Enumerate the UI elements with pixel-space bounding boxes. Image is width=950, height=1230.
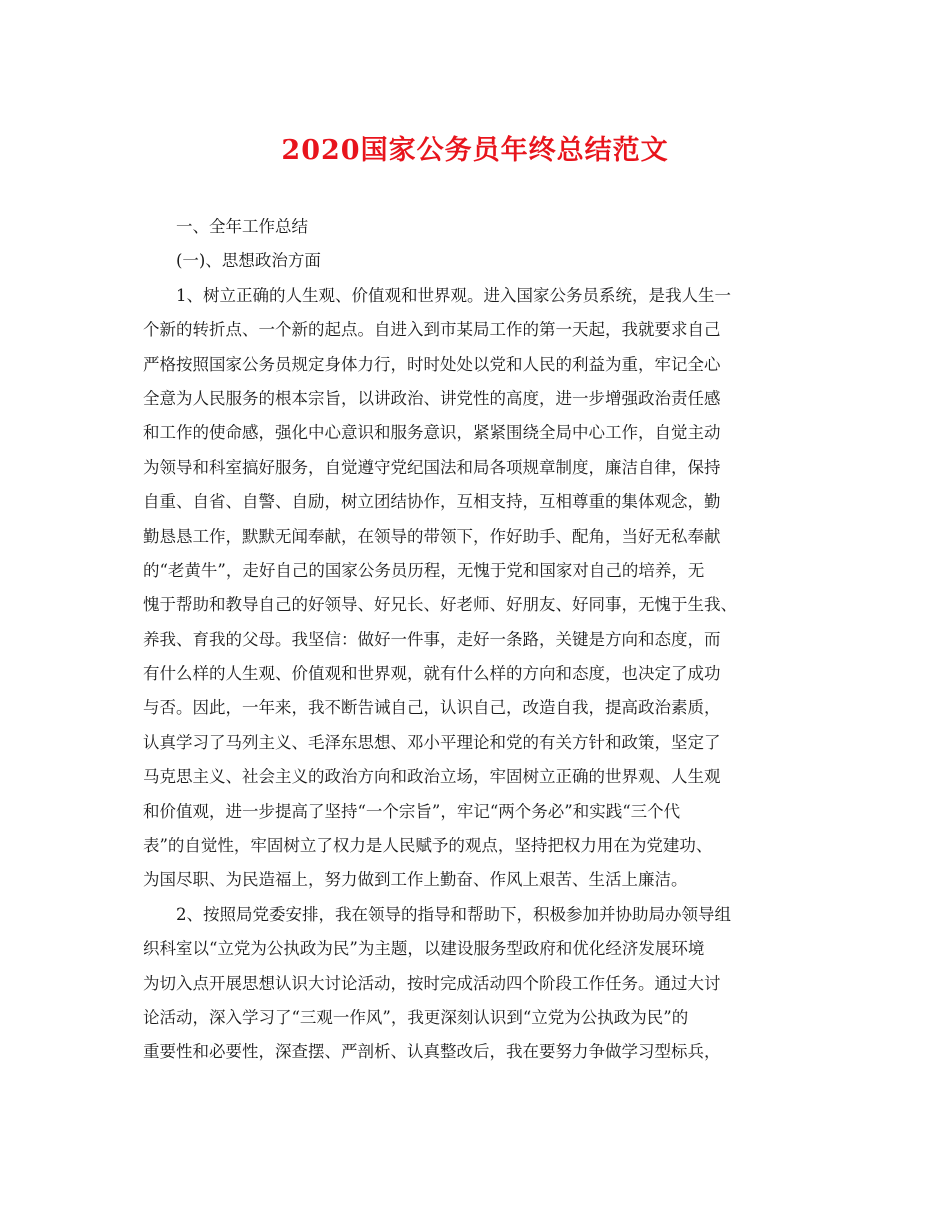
document-line: 和价值观，进一步提高了坚持“一个宗旨”，牢记“两个务必”和实践“三个代 (143, 801, 681, 821)
document-line: 认真学习了马列主义、毛泽东思想、邓小平理论和党的有关方针和政策，坚定了 (143, 732, 721, 752)
document-line: 全意为人民服务的根本宗旨，以讲政治、讲党性的高度，进一步增强政治责任感 (143, 388, 721, 408)
document-line: 为领导和科室搞好服务，自觉遵守党纪国法和局各项规章制度，廉洁自律，保持 (143, 457, 721, 477)
document-line: 养我、育我的父母。我坚信：做好一件事，走好一条路，关键是方向和态度，而 (143, 629, 721, 649)
document-line: 的“老黄牛”，走好自己的国家公务员历程，无愧于党和国家对自己的培养，无 (143, 560, 705, 580)
document-line: 个新的转折点、一个新的起点。自进入到市某局工作的第一天起，我就要求自己 (143, 320, 721, 340)
document-line: 2、按照局党委安排，我在领导的指导和帮助下，积极参加并协助局办领导组 (176, 904, 731, 924)
document-line: 一、全年工作总结 (176, 217, 308, 236)
document-line: 论活动，深入学习了“三观一作风”，我更深刻认识到“立党为公执政为民”的 (143, 1007, 689, 1027)
document-title: 2020国家公务员年终总结范文 (281, 135, 669, 166)
document-line: 织科室以“立党为公执政为民”为主题，以建设服务型政府和优化经济发展环境 (143, 939, 705, 959)
document-line: (一)、思想政治方面 (176, 251, 321, 271)
document-line: 自重、自省、自警、自励，树立团结协作，互相支持，互相尊重的集体观念，勤 (143, 492, 721, 512)
document-line: 为国尽职、为民造福上，努力做到工作上勤奋、作风上艰苦、生活上廉洁。 (143, 870, 688, 890)
document-line: 为切入点开展思想认识大讨论活动，按时完成活动四个阶段工作任务。通过大讨 (143, 973, 721, 993)
document-line: 愧于帮助和教导自己的好领导、好兄长、好老师、好朋友、好同事，无愧于生我、 (143, 595, 737, 615)
document-body (143, 210, 813, 1070)
document-line: 勤恳恳工作，默默无闻奉献，在领导的带领下，作好助手、配角，当好无私奉献 (143, 526, 721, 546)
document-line: 马克思主义、社会主义的政治方向和政治立场，牢固树立正确的世界观、人生观 (143, 767, 721, 787)
document-line: 1、树立正确的人生观、价值观和世界观。进入国家公务员系统，是我人生一 (176, 285, 731, 305)
document-line: 严格按照国家公务员规定身体力行，时时处处以党和人民的利益为重，牢记全心 (143, 354, 721, 374)
document-line: 重要性和必要性，深查摆、严剖析、认真整改后，我在要努力争做学习型标兵， (143, 1042, 721, 1062)
document-line: 与否。因此，一年来，我不断告诫自己，认识自己，改造自我，提高政治素质， (143, 698, 721, 718)
document-line: 有什么样的人生观、价值观和世界观，就有什么样的方向和态度，也决定了成功 (143, 664, 721, 684)
document-line: 和工作的使命感，强化中心意识和服务意识，紧紧围绕全局中心工作，自觉主动 (143, 423, 721, 443)
document-line: 表”的自觉性，牢固树立了权力是人民赋予的观点，坚持把权力用在为党建功、 (143, 836, 713, 856)
